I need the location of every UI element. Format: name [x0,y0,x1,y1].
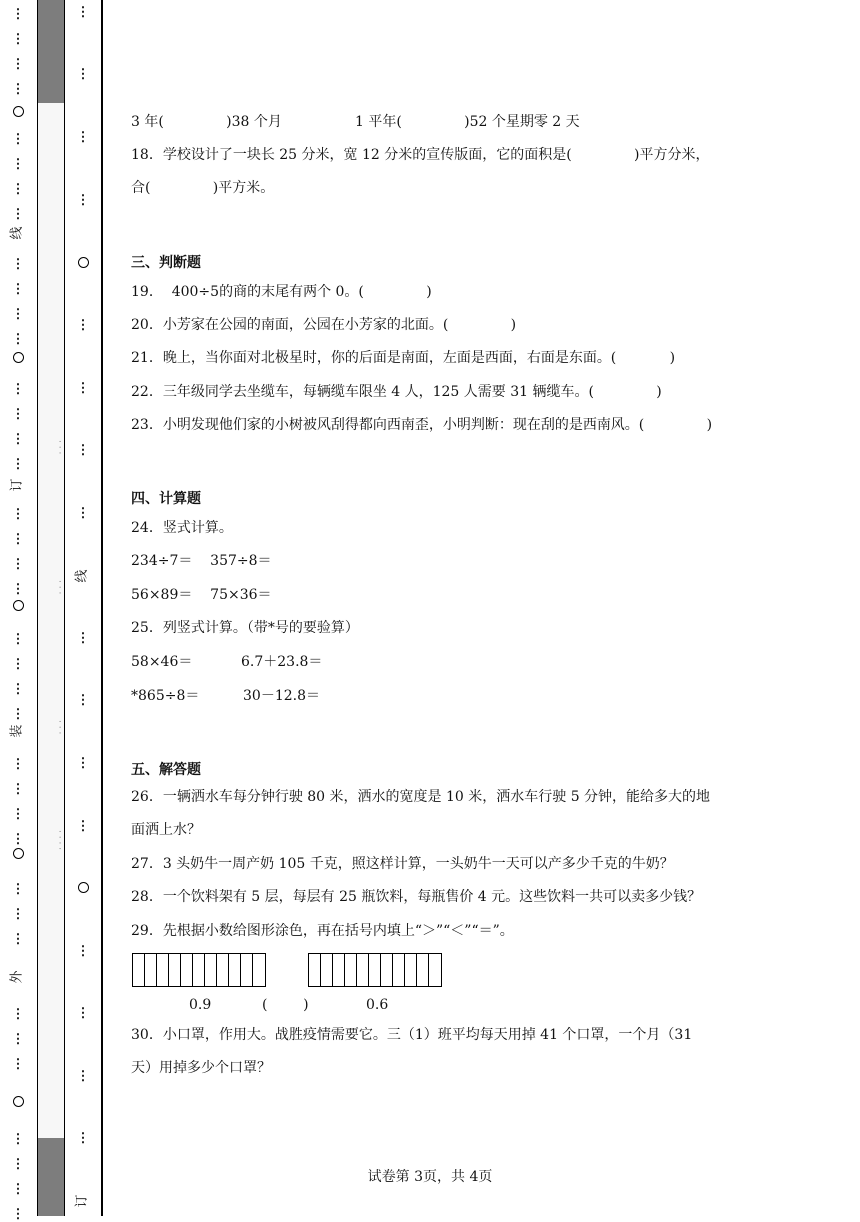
grid-cell[interactable] [157,954,169,986]
q25-item-4: 30－12.8＝ [243,688,320,704]
q29-text: 29．先根据小数给图形涂色，再在括号内填上“＞”“＜”“＝”。 [131,923,514,939]
strip-dots: · · · [54,580,64,595]
section-4-heading: 四、计算题 [131,491,201,507]
binding-dark-block-top [38,0,64,103]
dotted-separator: ⋮ [11,1207,25,1222]
dotted-separator: ⋮ [11,657,25,672]
grid-cell[interactable] [381,954,393,986]
dotted-separator: ⋮ [11,682,25,697]
binding-hole-icon [13,600,24,611]
dotted-separator: ⋮ [11,582,25,597]
q29-compare-paren[interactable]: ( ) [262,997,309,1013]
outer-binding-strip [0,0,36,1222]
dotted-separator: ⋮ [11,757,25,772]
dotted-separator: ⋮ [11,807,25,822]
dotted-separator: ⋮ [11,882,25,897]
dotted-separator: ⋮ [11,1182,25,1197]
dotted-separator: ⋮ [76,756,90,771]
q25-item-1: 58×46＝ [131,654,193,670]
dotted-separator: ⋮ [11,1032,25,1047]
grid-cell[interactable] [241,954,253,986]
dotted-separator: ⋮ [11,182,25,197]
binding-label [0,478,36,492]
dotted-separator: ⋮ [11,32,25,47]
q27-text: 27．3 头奶牛一周产奶 105 千克，照这样计算，一头奶牛一天可以产多少千克的牛奶？ [131,856,674,872]
grid-cell[interactable] [417,954,429,986]
grid-cell[interactable] [217,954,229,986]
binding-rule-line [101,0,103,1216]
q26-text-cont: 面洒上水？ [131,822,201,838]
dotted-separator: ⋮ [11,257,25,272]
q18-text: 18．学校设计了一块长 25 分米，宽 12 分米的宣传版面，它的面积是( )平方分米， [131,147,710,163]
binding-label [0,226,36,240]
margin-label: 外 [9,970,25,984]
section-5-heading: 五、解答题 [131,762,201,778]
q17-line-a: 3 年( )38 个月 [131,114,282,130]
grid-cell[interactable] [133,954,145,986]
dotted-separator: ⋮ [76,318,90,333]
margin-label: 装 [9,724,25,738]
dotted-separator: ⋮ [11,307,25,322]
dotted-separator: ⋮ [11,432,25,447]
dotted-separator: ⋮ [11,332,25,347]
binding-hole-icon [13,106,24,117]
dotted-separator: ⋮ [76,5,90,20]
q29-right-value: 0.6 [366,997,389,1013]
dotted-separator: ⋮ [11,907,25,922]
dotted-separator: ⋮ [76,1006,90,1021]
dotted-separator: ⋮ [11,932,25,947]
binding-hole-icon [78,882,89,893]
dotted-separator: ⋮ [76,67,90,82]
q30-text: 30．小口罩，作用大。战胜疫情需要它。三（1）班平均每天用掉 41 个口罩，一个月（31 [131,1027,693,1043]
q18-text-cont: 合( )平方米。 [131,180,275,196]
margin-label: 订 [9,478,25,492]
strip-dots: · · · [54,720,64,735]
q28-text: 28．一个饮料架有 5 层，每层有 25 瓶饮料，每瓶售价 4 元。这些饮料一共可以卖多少钱？ [131,889,702,905]
dotted-separator: ⋮ [76,443,90,458]
dotted-separator: ⋮ [76,1131,90,1146]
dotted-separator: ⋮ [76,130,90,145]
binding-label [65,569,101,583]
grid-cell[interactable] [253,954,265,986]
binding-label [0,724,36,738]
grid-cell[interactable] [145,954,157,986]
q24-row-2: 56×89＝ 75×36＝ [131,587,272,603]
q25-item-3: *865÷8＝ [131,688,200,704]
q26-text: 26．一辆洒水车每分钟行驶 80 米，洒水的宽度是 10 米，洒水车行驶 5 分钟，能给多大的地 [131,789,711,805]
decimal-grid-right[interactable] [308,953,442,987]
binding-hole-icon [78,257,89,268]
binding-hole [0,848,36,863]
dotted-separator: ⋮ [76,381,90,396]
grid-cell[interactable] [193,954,205,986]
q22-text: 22．三年级同学去坐缆车，每辆缆车限坐 4 人，125 人需要 31 辆缆车。( ) [131,384,662,400]
strip-dots: · · · [54,440,64,455]
q24-row-1: 234÷7＝ 357÷8＝ [131,553,272,569]
dotted-separator: ⋮ [76,819,90,834]
q29-left-value: 0.9 [189,997,212,1013]
grid-cell[interactable] [393,954,405,986]
q19-text: 19． 400÷5的商的末尾有两个 0。( ) [131,284,432,300]
grid-cell[interactable] [369,954,381,986]
binding-hole-icon [13,1096,24,1107]
grid-cell[interactable] [181,954,193,986]
binding-hole [65,257,101,272]
dotted-separator: ⋮ [11,132,25,147]
q25-item-2: 6.7＋23.8＝ [241,654,323,670]
inner-binding-strip [65,0,101,1216]
binding-label [0,970,36,984]
binding-hole [0,352,36,367]
q24-text: 24．竖式计算。 [131,520,233,536]
dotted-separator: ⋮ [11,207,25,222]
dotted-separator: ⋮ [11,782,25,797]
grid-cell[interactable] [229,954,241,986]
grid-cell[interactable] [169,954,181,986]
dotted-separator: ⋮ [11,457,25,472]
margin-label: 线 [74,569,90,583]
dotted-separator: ⋮ [11,407,25,422]
q25-text: 25．列竖式计算。（带*号的要验算） [131,620,359,636]
dotted-separator: ⋮ [11,382,25,397]
dotted-separator: ⋮ [11,632,25,647]
grid-cell[interactable] [333,954,345,986]
q17-line-b: 1 平年( )52 个星期零 2 天 [355,114,580,130]
dotted-separator: ⋮ [11,1157,25,1172]
strip-dots: · · · · [54,830,64,851]
dotted-separator: ⋮ [11,832,25,847]
grid-cell[interactable] [429,954,441,986]
grid-cell[interactable] [309,954,321,986]
dotted-separator: ⋮ [11,82,25,97]
dotted-separator: ⋮ [11,1057,25,1072]
q30-text-cont: 天）用掉多少个口罩？ [131,1060,271,1076]
grid-cell[interactable] [357,954,369,986]
grid-cell[interactable] [321,954,333,986]
dotted-separator: ⋮ [76,193,90,208]
binding-hole-icon [13,848,24,859]
dotted-separator: ⋮ [11,57,25,72]
dotted-separator: ⋮ [11,1007,25,1022]
section-3-heading: 三、判断题 [131,255,201,271]
binding-gray-strip [37,0,65,1216]
dotted-separator: ⋮ [11,507,25,522]
dotted-separator: ⋮ [11,282,25,297]
binding-hole [0,1096,36,1111]
dotted-separator: ⋮ [11,532,25,547]
dotted-separator: ⋮ [11,7,25,22]
binding-hole [65,882,101,897]
q20-text: 20．小芳家在公园的南面，公园在小芳家的北面。( ) [131,317,517,333]
dotted-separator: ⋮ [76,1069,90,1084]
decimal-grid-left[interactable] [132,953,266,987]
dotted-separator: ⋮ [11,157,25,172]
q23-text: 23．小明发现他们家的小树被风刮得都向西南歪，小明判断：现在刮的是西南风。( ) [131,417,713,433]
dotted-separator: ⋮ [11,707,25,722]
binding-label [65,1194,101,1208]
dotted-separator: ⋮ [76,944,90,959]
page-footer: 试卷第 3页，共 4页 [367,1169,493,1185]
dotted-separator: ⋮ [11,557,25,572]
margin-label: 线 [9,226,25,240]
binding-hole-icon [13,352,24,363]
q21-text: 21．晚上，当你面对北极星时，你的后面是南面，左面是西面，右面是东面。( ) [131,350,676,366]
dotted-separator: ⋮ [76,693,90,708]
grid-cell[interactable] [405,954,417,986]
margin-label: 订 [74,1194,90,1208]
dotted-separator: ⋮ [76,506,90,521]
binding-hole [0,106,36,121]
dotted-separator: ⋮ [11,1132,25,1147]
grid-cell[interactable] [345,954,357,986]
dotted-separator: ⋮ [76,631,90,646]
grid-cell[interactable] [205,954,217,986]
binding-hole [0,600,36,615]
